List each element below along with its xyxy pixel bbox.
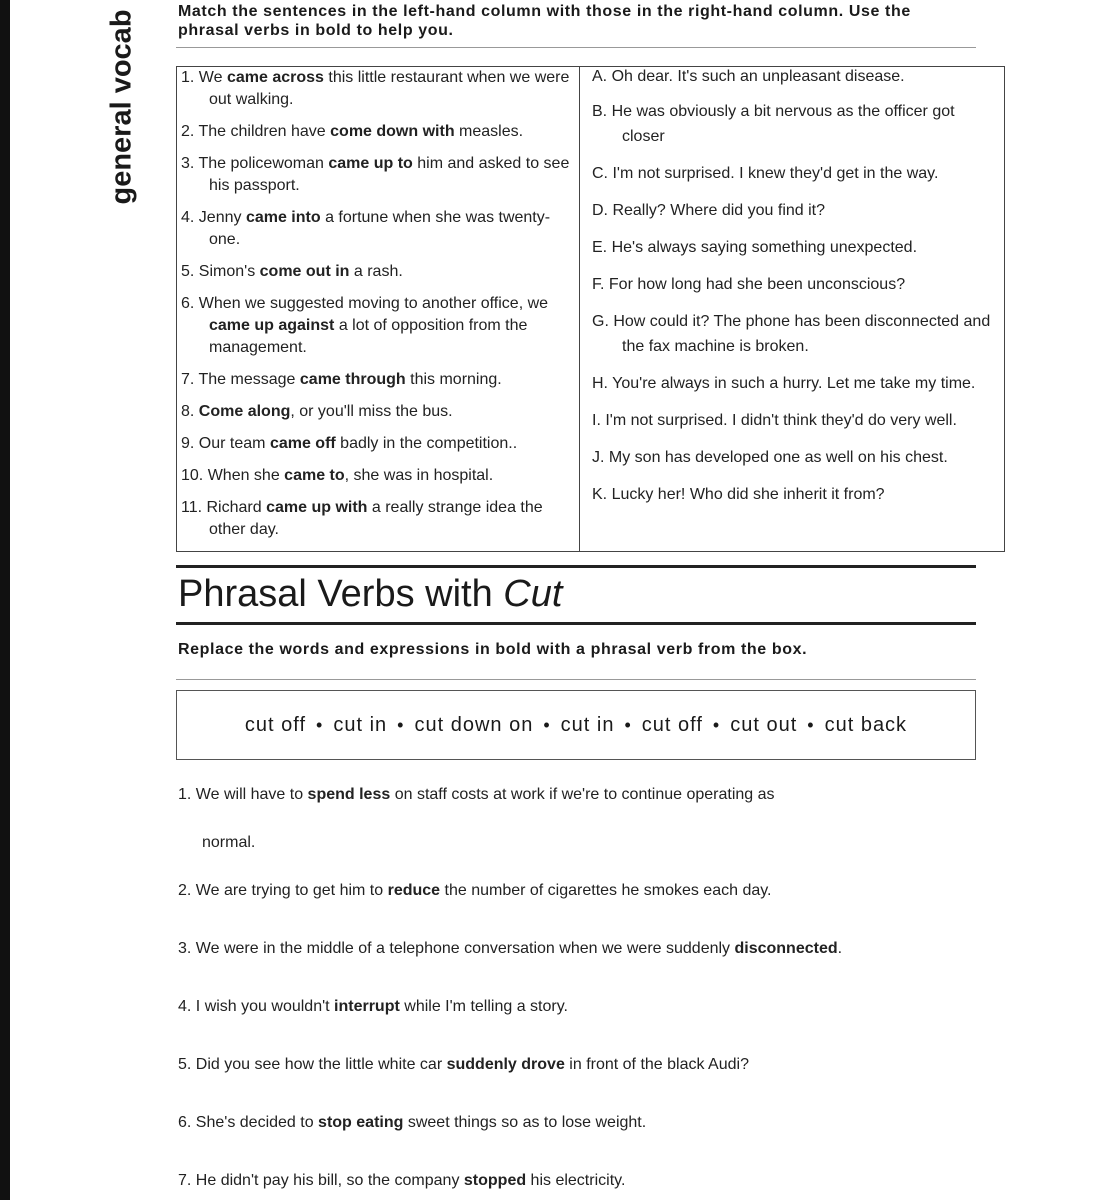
item-letter: G. bbox=[592, 313, 614, 330]
item-text: this morning. bbox=[405, 371, 502, 388]
item-text: The policewoman bbox=[198, 155, 329, 172]
item-text: badly in the competition.. bbox=[335, 435, 518, 452]
item-letter: F. bbox=[592, 276, 609, 293]
bullet-separator: • bbox=[712, 714, 721, 735]
item-number: 8. bbox=[181, 403, 199, 420]
item-text: a lot of opposition from the management. bbox=[209, 317, 528, 356]
item-text: Richard bbox=[206, 499, 267, 516]
box-phrasal-verb: cut off bbox=[244, 713, 307, 736]
item-text: in front of the black Audi? bbox=[564, 1056, 749, 1073]
left-item bbox=[179, 369, 575, 391]
item-number: 10. bbox=[181, 467, 208, 484]
phrasal-verb: came into bbox=[245, 209, 321, 226]
item-text: him and asked to see his passport. bbox=[209, 155, 570, 194]
bold-phrase: interrupt bbox=[334, 998, 400, 1015]
item-number: 6. bbox=[181, 295, 199, 312]
item-text: The message bbox=[198, 371, 300, 388]
box-phrasal-verb: cut back bbox=[824, 713, 908, 736]
item-letter: I. bbox=[592, 412, 606, 429]
exercise-item bbox=[178, 786, 775, 804]
item-text: For how long had she been unconscious? bbox=[608, 276, 906, 293]
right-item bbox=[592, 408, 996, 433]
item-text: Jenny bbox=[198, 209, 246, 226]
bold-phrase: suddenly drove bbox=[446, 1056, 565, 1073]
item-text: a fortune when she was twenty-one. bbox=[209, 209, 551, 248]
page-edge bbox=[0, 0, 10, 1200]
exercise-item bbox=[178, 940, 842, 958]
exercise-item bbox=[178, 1172, 625, 1190]
right-item bbox=[592, 198, 996, 223]
item-text: , she was in hospital. bbox=[344, 467, 494, 484]
item-text: on staff costs at work if we're to continue operating as bbox=[390, 786, 775, 803]
item-letter: H. bbox=[592, 375, 613, 392]
side-tab-label: general vocab bbox=[105, 9, 138, 205]
title-rule-bottom bbox=[176, 622, 976, 625]
item-number: 1. bbox=[181, 69, 199, 86]
item-letter: J. bbox=[592, 449, 609, 466]
item-text: Simon's bbox=[198, 263, 260, 280]
item-number: 6. bbox=[178, 1114, 196, 1131]
item-letter: D. bbox=[592, 202, 613, 219]
phrasal-verb: came up against bbox=[209, 317, 335, 334]
left-item bbox=[179, 67, 575, 111]
item-text: Did you see how the little white car bbox=[195, 1056, 447, 1073]
item-text: My son has developed one as well on his chest. bbox=[608, 449, 948, 466]
item-number: 4. bbox=[178, 998, 196, 1015]
item-text: We bbox=[198, 69, 227, 86]
phrasal-verb: came across bbox=[226, 69, 324, 86]
item-text: When she bbox=[207, 467, 285, 484]
divider bbox=[176, 47, 976, 48]
item-text: She's decided to bbox=[195, 1114, 319, 1131]
phrasal-verb: came to bbox=[284, 467, 345, 484]
item-number: 4. bbox=[181, 209, 199, 226]
left-item bbox=[179, 261, 575, 283]
item-number: 5. bbox=[178, 1056, 196, 1073]
item-number: 2. bbox=[181, 123, 199, 140]
left-item bbox=[179, 121, 575, 143]
box-phrasal-verb: cut off bbox=[641, 713, 703, 736]
item-text: When we suggested moving to another office, we bbox=[198, 295, 549, 312]
bullet-separator: • bbox=[316, 714, 324, 735]
phrasal-verb: came off bbox=[269, 435, 336, 452]
item-letter: C. bbox=[592, 165, 613, 182]
item-text: How could it? The phone has been disconnected and the fax machine is broken. bbox=[613, 313, 991, 355]
item-text: He's always saying something unexpected. bbox=[611, 239, 918, 256]
right-item bbox=[592, 445, 996, 470]
left-item bbox=[179, 433, 575, 455]
item-text: while I'm telling a story. bbox=[399, 998, 568, 1015]
item-text: measles. bbox=[454, 123, 524, 140]
item-text: a really strange idea the other day. bbox=[209, 499, 543, 538]
item-text: He didn't pay his bill, so the company bbox=[195, 1172, 464, 1189]
phrasal-verb: Come along bbox=[198, 403, 291, 420]
item-text: , or you'll miss the bus. bbox=[290, 403, 453, 420]
left-item bbox=[179, 465, 575, 487]
exercise-item bbox=[178, 998, 568, 1016]
right-item bbox=[592, 67, 996, 87]
item-text: He was obviously a bit nervous as the officer got closer bbox=[611, 103, 955, 145]
item-number: 5. bbox=[181, 263, 199, 280]
item-text: sweet things so as to lose weight. bbox=[403, 1114, 647, 1131]
section-title-italic: Cut bbox=[503, 573, 563, 615]
bullet-separator: • bbox=[807, 714, 815, 735]
item-text: We will have to bbox=[195, 786, 308, 803]
right-item bbox=[592, 161, 996, 186]
right-item bbox=[592, 272, 996, 297]
phrasal-verb: came through bbox=[299, 371, 406, 388]
item-text: We were in the middle of a telephone conversation when we were suddenly bbox=[195, 940, 735, 957]
bullet-separator: • bbox=[397, 714, 405, 735]
item-text: You're always in such a hurry. Let me take my time. bbox=[612, 375, 976, 392]
item-letter: A. bbox=[592, 68, 612, 85]
left-column bbox=[177, 67, 580, 552]
right-item bbox=[592, 309, 996, 359]
exercise-list bbox=[176, 760, 976, 1189]
exercise-item bbox=[178, 882, 772, 900]
bold-phrase: stop eating bbox=[318, 1114, 404, 1131]
item-text: his electricity. bbox=[526, 1172, 626, 1189]
item-text: We are trying to get him to bbox=[195, 882, 388, 899]
left-item bbox=[179, 401, 575, 423]
item-text: I wish you wouldn't bbox=[195, 998, 335, 1015]
match-instruction: Match the sentences in the left-hand column with those in the right-hand column. Use the phrasal verbs in bold to help you. bbox=[178, 3, 911, 39]
item-number: 7. bbox=[181, 371, 199, 388]
item-letter: E. bbox=[592, 239, 612, 256]
bold-phrase: stopped bbox=[463, 1172, 527, 1189]
item-text: The children have bbox=[198, 123, 331, 140]
bullet-separator: • bbox=[543, 714, 551, 735]
phrasal-verb: came up with bbox=[266, 499, 368, 516]
item-text: Oh dear. It's such an unpleasant disease. bbox=[611, 68, 905, 85]
item-text: . bbox=[837, 940, 843, 957]
bold-phrase: disconnected bbox=[734, 940, 838, 957]
left-item bbox=[179, 497, 575, 541]
bold-phrase: spend less bbox=[307, 786, 391, 803]
phrasal-verb: come out in bbox=[259, 263, 350, 280]
divider bbox=[176, 679, 976, 680]
box-phrasal-verb: cut in bbox=[333, 713, 388, 736]
item-text: Our team bbox=[198, 435, 270, 452]
title-rule-top bbox=[176, 565, 976, 568]
exercise-item bbox=[178, 1114, 646, 1132]
word-box bbox=[176, 690, 976, 760]
box-phrasal-verb: cut down on bbox=[414, 713, 534, 736]
worksheet-content bbox=[176, 0, 991, 1189]
exercise-item-continuation: normal. bbox=[202, 834, 256, 851]
left-item bbox=[179, 293, 575, 359]
item-text: I'm not surprised. I knew they'd get in the way. bbox=[612, 165, 939, 182]
item-number: 7. bbox=[178, 1172, 196, 1189]
item-letter: K. bbox=[592, 486, 612, 503]
right-item bbox=[592, 482, 996, 507]
item-number: 1. bbox=[178, 786, 196, 803]
bullet-separator: • bbox=[624, 714, 632, 735]
item-number: 2. bbox=[178, 882, 196, 899]
cut-instruction: Replace the words and expressions in bold with a phrasal verb from the box. bbox=[178, 641, 808, 658]
item-text: a rash. bbox=[349, 263, 403, 280]
item-number: 3. bbox=[178, 940, 196, 957]
item-text: I'm not surprised. I didn't think they'd do very well. bbox=[605, 412, 957, 429]
box-phrasal-verb: cut out bbox=[730, 713, 798, 736]
item-text: this little restaurant when we were out walking. bbox=[209, 69, 570, 108]
exercise-item bbox=[178, 1056, 749, 1074]
item-text: Lucky her! Who did she inherit it from? bbox=[611, 486, 885, 503]
phrasal-verb: came up to bbox=[328, 155, 413, 172]
item-number: 9. bbox=[181, 435, 199, 452]
matching-table bbox=[176, 66, 1005, 552]
item-number: 11. bbox=[181, 499, 207, 516]
item-text: Really? Where did you find it? bbox=[612, 202, 826, 219]
left-item bbox=[179, 153, 575, 197]
side-tab bbox=[94, 0, 142, 210]
section-title bbox=[178, 572, 976, 616]
right-column bbox=[580, 67, 1005, 552]
left-item bbox=[179, 207, 575, 251]
bold-phrase: reduce bbox=[387, 882, 441, 899]
phrasal-verb: come down with bbox=[330, 123, 455, 140]
section-title-plain: Phrasal Verbs with bbox=[178, 573, 504, 615]
item-number: 3. bbox=[181, 155, 199, 172]
item-text: the number of cigarettes he smokes each day. bbox=[440, 882, 772, 899]
right-item bbox=[592, 235, 996, 260]
item-letter: B. bbox=[592, 103, 612, 120]
right-item bbox=[592, 99, 996, 149]
box-phrasal-verb: cut in bbox=[560, 713, 615, 736]
right-item bbox=[592, 371, 996, 396]
